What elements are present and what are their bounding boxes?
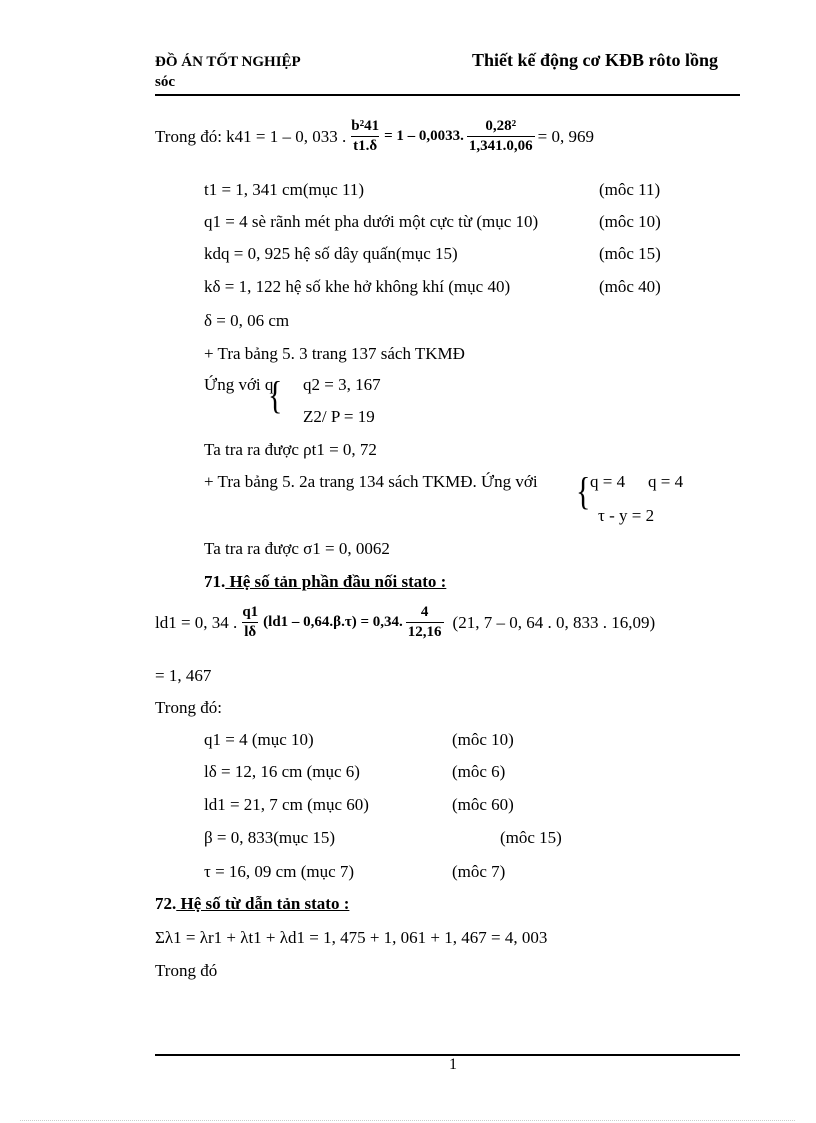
eq-k41-fraction-1	[349, 118, 381, 155]
param-ref: (môc 10)	[452, 730, 514, 749]
eq-k41-frac2-den: 1,341.0,06	[468, 138, 533, 154]
ung-voi-1-cond-1: q2 = 3, 167	[303, 375, 381, 394]
section-71-number: 71.	[204, 572, 226, 591]
equation-ld1	[155, 604, 655, 641]
eq-ld1-fraction-1	[240, 604, 260, 641]
param-row	[204, 212, 538, 232]
eq-ld1-lhs: ld1 = 0, 34 .	[155, 612, 238, 632]
result-sigma: Ta tra ra được σ1 = 0, 0062	[204, 539, 390, 558]
brace-icon: {	[268, 374, 283, 418]
param-text: kdq = 0, 925 hệ số dây quấn(mục 15)	[204, 244, 458, 263]
section-71-heading	[204, 572, 446, 592]
eq-ld1-fraction-2	[406, 604, 444, 641]
equation-sum-lambda: Σλ1 = λr1 + λt1 + λd1 = 1, 475 + 1, 061 + 1, 467 = 4, 003	[155, 928, 548, 947]
eq-k41-lhs: Trong đó: k41 = 1 – 0, 033 .	[155, 126, 347, 146]
tra-bang-2: + Tra bảng 5. 2a trang 134 sách TKMĐ. Ứng với	[204, 472, 538, 491]
section-71-title: Hệ số tản phần đầu nối stato :	[225, 572, 447, 591]
eq-ld1-frac2-num: 4	[420, 604, 429, 620]
param-ref: (môc 6)	[452, 762, 506, 781]
eq-k41-rhs: = 0, 969	[537, 126, 595, 146]
param-row	[204, 180, 364, 200]
eq-ld1-mid: (ld1 – 0,64.β.τ) = 0,34.	[263, 614, 403, 630]
param-text: β = 0, 833(mục 15)	[204, 828, 336, 847]
eq-k41-fraction-2	[467, 118, 535, 155]
eq-k41-mid: = 1 – 0,0033.	[384, 128, 464, 144]
header-right: Thiết kế động cơ KĐB rôto lồng	[472, 50, 718, 70]
param-text: q1 = 4 (mục 10)	[204, 730, 314, 749]
ung-voi-2-cond-2: τ - y = 2	[598, 506, 655, 525]
header-left-line1: ĐỒ ÁN TỐT NGHIỆP	[155, 54, 301, 70]
param-ref: (môc 10)	[599, 212, 661, 231]
ung-voi-label: Ứng với q	[204, 375, 274, 394]
eq-ld1-rhs: (21, 7 – 0, 64 . 0, 833 . 16,09)	[452, 612, 656, 632]
param-row	[204, 277, 510, 297]
param-ref: (môc 40)	[599, 277, 661, 296]
param-ref: (môc 60)	[452, 795, 514, 814]
section-72-heading	[155, 894, 349, 914]
trong-do-label-2: Trong đó	[155, 961, 218, 980]
page-number: 1	[449, 1056, 457, 1073]
param-ref: (môc 7)	[452, 862, 506, 881]
header-left	[155, 52, 301, 92]
param-text: τ = 16, 09 cm (mục 7)	[204, 862, 355, 881]
eq-k41-frac1-den: t1.δ	[353, 138, 378, 154]
header-left-line2: sóc	[155, 74, 175, 90]
param-ref: (môc 11)	[599, 180, 661, 199]
page-edge-divider	[20, 1120, 795, 1121]
param-text: t1 = 1, 341 cm(mục 11)	[204, 180, 365, 199]
brace-icon: {	[576, 470, 591, 514]
result-rho: Ta tra ra được ρt1 = 0, 72	[204, 440, 377, 459]
eq-ld1-frac1-num: q1	[242, 604, 259, 620]
ung-voi-1-cond-2: Z2/ P = 19	[303, 407, 375, 426]
param-ref: (môc 15)	[500, 828, 562, 847]
eq-k41-frac1-num: b²41	[351, 118, 380, 134]
param-text: kδ = 1, 122 hệ số khe hở không khí (mục 40)	[204, 277, 511, 296]
param-text: ld1 = 21, 7 cm (mục 60)	[204, 795, 369, 814]
trong-do-label: Trong đó:	[155, 698, 222, 717]
footer-divider	[155, 1054, 740, 1056]
param-text: lδ = 12, 16 cm (mục 6)	[204, 762, 360, 781]
header-divider	[155, 94, 740, 96]
param-ref: (môc 15)	[599, 244, 661, 263]
eq-ld1-result: = 1, 467	[155, 666, 212, 685]
ung-voi-2-cond-1: q = 4	[590, 472, 626, 491]
eq-ld1-frac1-den: lδ	[244, 624, 257, 640]
eq-k41-frac2-num: 0,28²	[485, 118, 517, 134]
equation-k41	[155, 118, 594, 155]
delta-value: δ = 0, 06 cm	[204, 311, 290, 330]
param-text: q1 = 4 sè rãnh mét pha dưới một cực từ (mục 10)	[204, 212, 539, 231]
section-72-title: Hệ số từ dẫn tản stato :	[176, 894, 350, 913]
ung-voi-2-cond-1b: q = 4	[648, 472, 684, 491]
section-72-number: 72.	[155, 894, 177, 913]
tra-bang-1: + Tra bảng 5. 3 trang 137 sách TKMĐ	[204, 344, 465, 363]
eq-ld1-frac2-den: 12,16	[407, 624, 442, 640]
param-row	[204, 244, 458, 264]
